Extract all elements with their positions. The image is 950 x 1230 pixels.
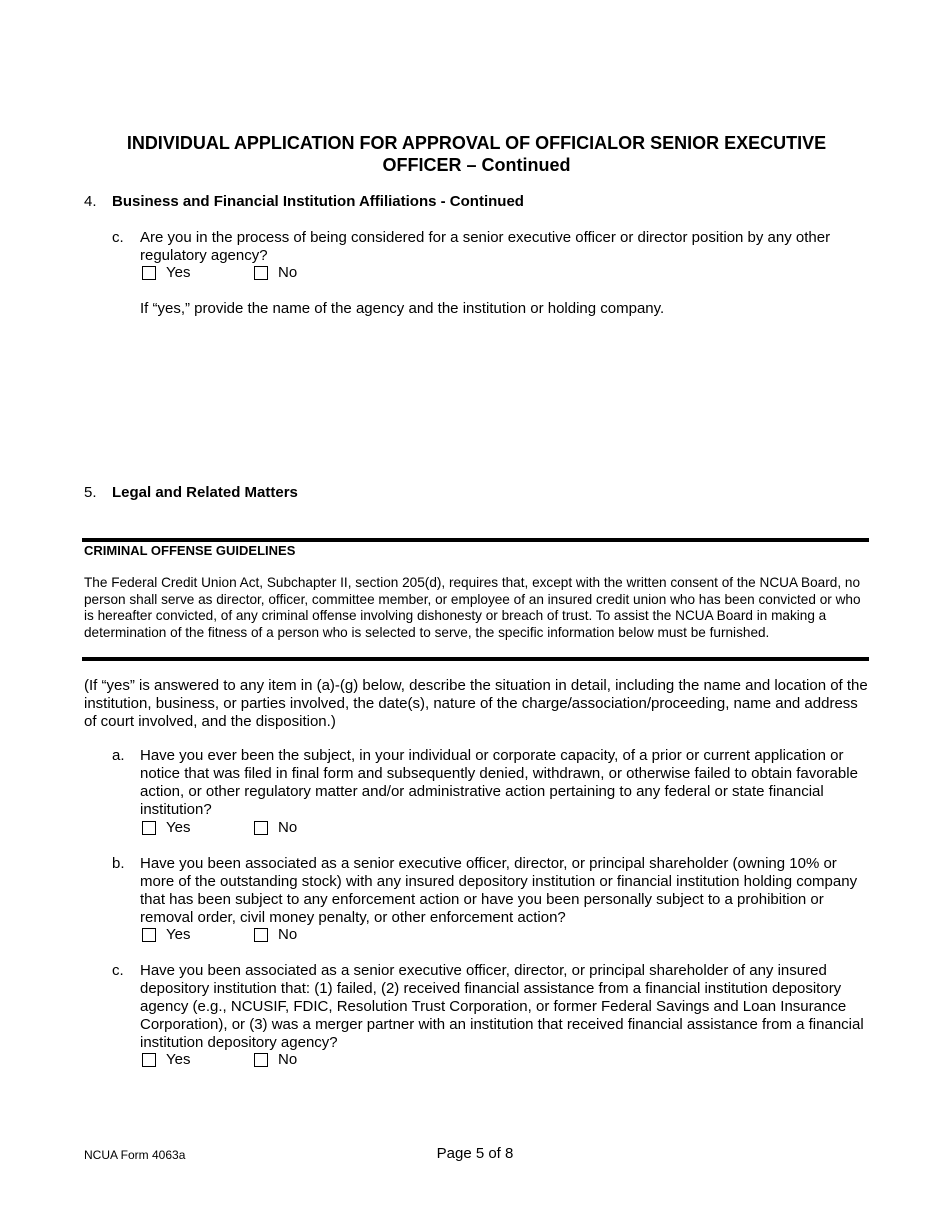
no-checkbox[interactable]	[254, 1053, 268, 1067]
yes-label: Yes	[166, 1051, 191, 1068]
section-4-question-c-text: Are you in the process of being considered for a senior executive officer or director position by any other regulatory agency?	[140, 229, 831, 264]
no-label: No	[278, 926, 298, 943]
title-line-1: INDIVIDUAL APPLICATION FOR APPROVAL OF OFFICIALOR SENIOR EXECUTIVE	[126, 133, 827, 153]
legal-intro-text: (If “yes” is answered to any item in (a)-(g) below, describe the situation in detail, including the name and location of the institution, business, or parties involved, the date(s), nature of the charge/association/proceeding, name and address of court involved, and the disposition.)	[84, 677, 868, 730]
no-label: No	[278, 819, 298, 836]
yes-checkbox[interactable]	[142, 1053, 156, 1067]
question-c-letter: c.	[112, 962, 124, 979]
yes-label: Yes	[166, 264, 191, 281]
guidelines-text: The Federal Credit Union Act, Subchapter II, section 205(d), requires that, except with the written consent of the NCUA Board, no person shall serve as director, officer, committee member, or employee of an insured credit union who has been convicted or who is hereafter convicted, of any criminal offense involving dishonesty or breach of trust. To assist the NCUA Board in making a determination of the fitness of a person who is selected to serve, the specific information below must be furnished.	[84, 575, 861, 640]
no-label: No	[278, 1051, 298, 1068]
form-identifier: NCUA Form 4063a	[84, 1148, 186, 1162]
page-number: Page 5 of 8	[436, 1145, 514, 1162]
section-5-number: 5.	[84, 484, 97, 501]
guidelines-heading: CRIMINAL OFFENSE GUIDELINES	[84, 543, 296, 558]
guidelines-top-rule	[82, 538, 869, 542]
yes-checkbox[interactable]	[142, 266, 156, 280]
title-line-2: OFFICER – Continued	[382, 155, 571, 175]
section-4-question-c-followup: If “yes,” provide the name of the agency and the institution or holding company.	[140, 300, 665, 317]
page-title	[84, 132, 869, 176]
question-b-letter: b.	[112, 855, 125, 872]
yes-checkbox[interactable]	[142, 821, 156, 835]
no-checkbox[interactable]	[254, 266, 268, 280]
section-4-number: 4.	[84, 193, 97, 210]
no-label: No	[278, 264, 298, 281]
yes-label: Yes	[166, 926, 191, 943]
yes-checkbox[interactable]	[142, 928, 156, 942]
no-checkbox[interactable]	[254, 821, 268, 835]
question-c-text: Have you been associated as a senior executive officer, director, or principal shareholder of any insured depository institution that: (1) failed, (2) received financial assistance from a financial institution depository agency (e.g., NCUSIF, FDIC, Resolution Trust Corporation, or former Federal Savings and Loan Insurance Corporation), or (3) was a merger partner with an institution that received financial assistance from a financial institution depository agency?	[140, 962, 864, 1051]
yes-label: Yes	[166, 819, 191, 836]
section-4-question-c-letter: c.	[112, 229, 124, 246]
no-checkbox[interactable]	[254, 928, 268, 942]
question-b-text: Have you been associated as a senior executive officer, director, or principal shareholder (owning 10% or more of the outstanding stock) with any insured depository institution or financial institution holding company that has been subject to any enforcement action or have you been personally subject to a prohibition or removal order, civil money penalty, or other enforcement action?	[140, 855, 858, 926]
question-a-text: Have you ever been the subject, in your individual or corporate capacity, of a prior or current application or notice that was filed in final form and subsequently denied, withdrawn, or otherwise failed to obtain favorable action, or other regulatory matter and/or administrative action pertaining to any federal or state financial institution?	[140, 747, 858, 818]
guidelines-bottom-rule	[82, 657, 869, 661]
section-5-heading: Legal and Related Matters	[112, 484, 298, 501]
question-a-letter: a.	[112, 747, 125, 764]
section-4-heading: Business and Financial Institution Affiliations - Continued	[112, 193, 524, 210]
